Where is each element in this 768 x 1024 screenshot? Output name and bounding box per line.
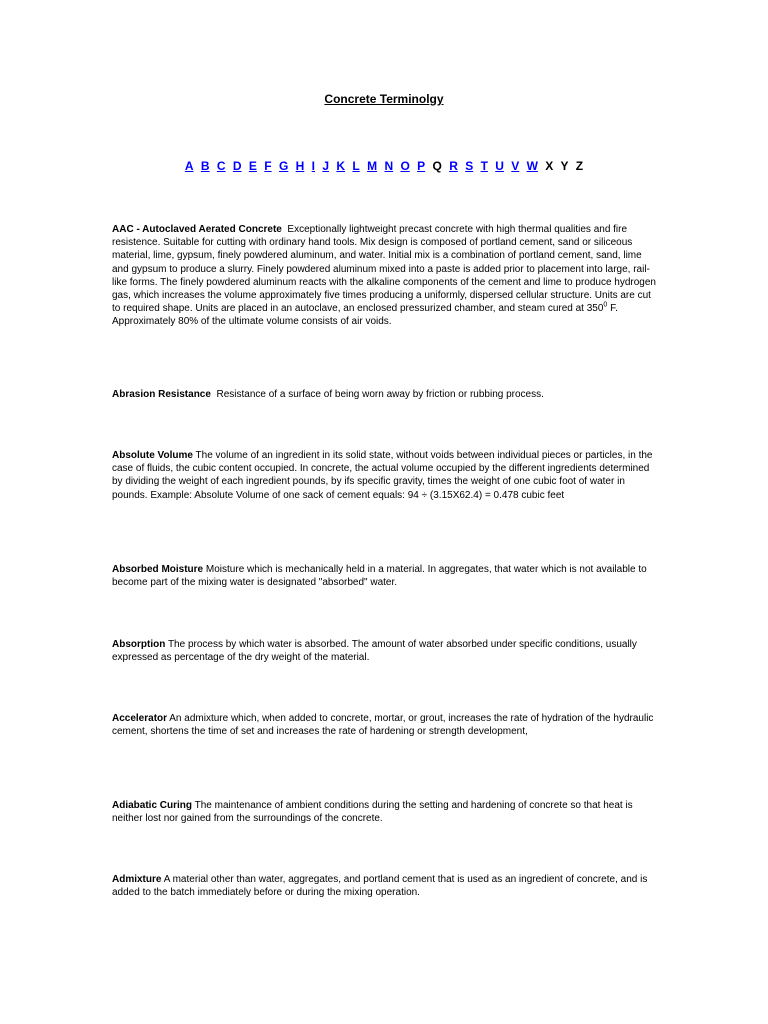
entry-absorbed-moisture	[112, 563, 660, 589]
entry-absolute-volume	[112, 449, 660, 502]
entry-term: Absolute Volume	[112, 450, 193, 461]
letter-link-w[interactable]: W	[526, 159, 538, 173]
entry-definition: An admixture which, when added to concrete, mortar, or grout, increases the rate of hydration of the hydraulic cement, shortens the time of set and increases the rate of hardening or strength development,	[112, 713, 654, 738]
entry-definition: The process by which water is absorbed. The amount of water absorbed under specific conditions, usually expressed as percentage of the dry weight of the material.	[112, 639, 637, 664]
entry-accelerator	[112, 712, 660, 738]
entry-definition: Exceptionally lightweight precast concrete with high thermal qualities and fire resistence. Suitable for cutting with ordinary hand tools. Mix design is composed of portland cement, sand or siliceous material, lime, gypsum, finely powdered aluminum, and water. Initial mix is a combination of portland cement, sand, lime and gypsum to produce a slurry. Finely powdered aluminum mixed into a paste is added prior to placement into large, rail-like forms. The finely powdered aluminum reacts with the alkaline components of the cement and lime to produce hydrogen gas, which increases the volume approximately five times producing a uniformly, dispersed cellular structure. Units are cut to required shape. Units are placed in an autoclave, an enclosed pressurized chamber, and steam cured at 350	[112, 224, 656, 315]
letter-link-m[interactable]: M	[367, 159, 378, 173]
letter-q: Q	[432, 159, 442, 173]
entry-term: Abrasion Resistance	[112, 389, 211, 400]
letter-link-c[interactable]: C	[216, 159, 226, 173]
letter-link-l[interactable]: L	[352, 159, 360, 173]
letter-link-a[interactable]: A	[184, 159, 194, 173]
entry-admixture	[112, 873, 660, 899]
entry-definition-continued: F. Approximately 80% of the ultimate volume consists of air voids.	[112, 303, 618, 328]
letter-link-u[interactable]: U	[495, 159, 504, 173]
letter-link-b[interactable]: B	[200, 159, 210, 173]
letter-link-i[interactable]: I	[311, 159, 316, 173]
letter-link-s[interactable]: S	[465, 159, 474, 173]
page-title: Concrete Terminolgy	[324, 92, 444, 106]
entry-term: Accelerator	[112, 713, 168, 724]
letter-link-d[interactable]: D	[232, 159, 242, 173]
letter-z: Z	[575, 159, 584, 173]
alphabet-index	[0, 159, 768, 173]
entry-term: Admixture	[112, 874, 162, 885]
entry-abrasion-resistance	[112, 388, 660, 401]
letter-link-g[interactable]: G	[278, 159, 289, 173]
letter-link-n[interactable]: N	[384, 159, 394, 173]
entry-term: Adiabatic Curing	[112, 800, 193, 811]
entry-aac	[112, 223, 660, 329]
letter-link-r[interactable]: R	[449, 159, 458, 173]
letter-link-v[interactable]: V	[511, 159, 520, 173]
entry-absorption	[112, 638, 660, 664]
letter-link-h[interactable]: H	[295, 159, 305, 173]
letter-link-o[interactable]: O	[400, 159, 410, 173]
letter-link-e[interactable]: E	[248, 159, 257, 173]
entry-definition: The maintenance of ambient conditions during the setting and hardening of concrete so that heat is neither lost nor gained from the surroundings of the concrete.	[112, 800, 633, 825]
letter-link-f[interactable]: F	[264, 159, 272, 173]
entry-term: Absorption	[112, 639, 166, 650]
letter-link-p[interactable]: P	[417, 159, 426, 173]
entry-definition: The volume of an ingredient in its solid state, without voids between individual pieces or particles, in the case of fluids, the cubic content occupied. In concrete, the actual volume occupied by the different ingredients determined by dividing the weight of each ingredient pounds, by ifs specific gravity, times the weight of one cubic foot of water in pounds. Example: Absolute Volume of one sack of cement equals: 94 ÷ (3.15X62.4) = 0.478 cubic feet	[112, 450, 653, 501]
degree-superscript: 0	[603, 301, 608, 309]
letter-x: X	[545, 159, 554, 173]
entry-definition: A material other than water, aggregates, and portland cement that is used as an ingredient of concrete, and is added to the batch immediately before or during the mixing operation.	[112, 874, 648, 899]
letter-y: Y	[560, 159, 569, 173]
letter-link-k[interactable]: K	[336, 159, 346, 173]
entry-adiabatic-curing	[112, 799, 660, 825]
letter-link-t[interactable]: T	[480, 159, 488, 173]
entry-term: AAC - Autoclaved Aerated Concrete	[112, 224, 282, 235]
entry-definition: Resistance of a surface of being worn away by friction or rubbing process.	[216, 389, 544, 400]
entry-definition: Moisture which is mechanically held in a material. In aggregates, that water which is not available to become part of the mixing water is designated "absorbed" water.	[112, 564, 647, 589]
entry-term: Absorbed Moisture	[112, 564, 204, 575]
letter-link-j[interactable]: J	[322, 159, 330, 173]
